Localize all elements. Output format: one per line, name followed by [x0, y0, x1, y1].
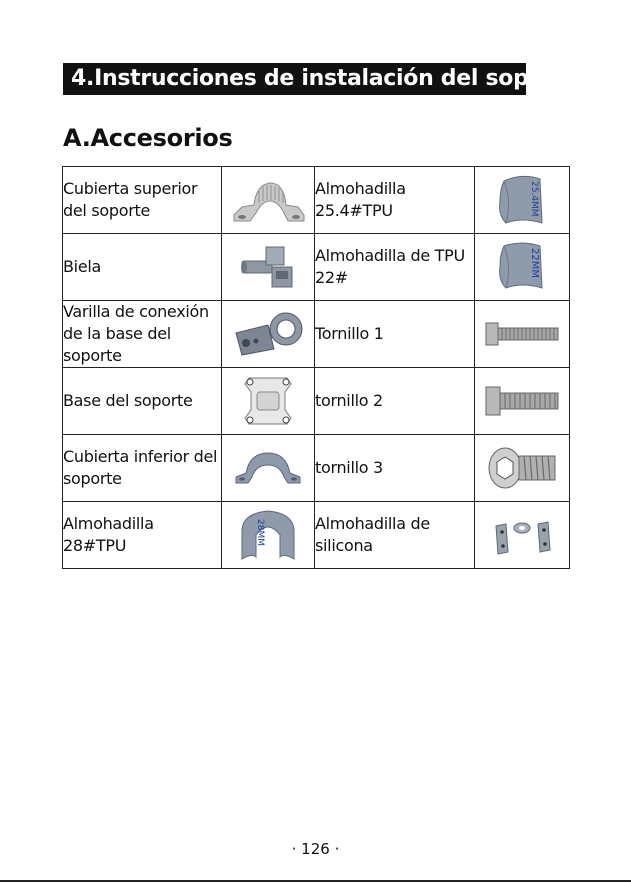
- screw-3-icon: [483, 442, 561, 494]
- lower-cover-icon: [232, 447, 304, 489]
- footer-divider: [0, 880, 631, 882]
- base-connecting-rod-icon: [230, 307, 306, 361]
- upper-cover-icon: [228, 175, 308, 225]
- table-row: [63, 368, 570, 435]
- accessory-label: Almohadilla de TPU 22#: [315, 234, 475, 301]
- screw-1-icon: [482, 317, 562, 351]
- accessory-label: Cubierta superior del soporte: [63, 167, 222, 234]
- accessory-label: Almohadilla de silicona: [315, 502, 475, 569]
- accessory-label: Varilla de conexión de la base del soporte: [63, 301, 222, 368]
- silicone-pad-icon: [482, 512, 562, 558]
- connecting-rod-icon: [236, 241, 300, 293]
- table-row: [63, 435, 570, 502]
- pad-25-4-icon: [492, 171, 552, 229]
- table-row: [63, 167, 570, 234]
- page-number: · 126 ·: [291, 840, 340, 858]
- table-row: [63, 301, 570, 368]
- accessory-label: Biela: [63, 234, 222, 301]
- pad-28-icon: [234, 505, 302, 565]
- pad-size-text: 22MM: [529, 248, 540, 278]
- accessory-label: Almohadilla 25.4#TPU: [315, 167, 475, 234]
- accessory-label: Almohadilla 28#TPU: [63, 502, 222, 569]
- accessory-label: tornillo 3: [315, 435, 475, 502]
- screw-2-icon: [482, 381, 562, 421]
- section-heading: 4.Instrucciones de instalación del soporte: [63, 63, 526, 95]
- subsection-title: A.Accesorios: [63, 124, 233, 152]
- accessory-label: Cubierta inferior del soporte: [63, 435, 222, 502]
- accessory-label: tornillo 2: [315, 368, 475, 435]
- pad-size-text: 28MM: [255, 519, 265, 546]
- table-row: [63, 234, 570, 301]
- pad-22-icon: [492, 238, 552, 296]
- mount-base-icon: [239, 372, 297, 430]
- accessory-label: Base del soporte: [63, 368, 222, 435]
- pad-size-text: 25.4MM: [529, 181, 539, 217]
- table-row: [63, 502, 570, 569]
- accessories-table: [62, 166, 570, 569]
- accessory-label: Tornillo 1: [315, 301, 475, 368]
